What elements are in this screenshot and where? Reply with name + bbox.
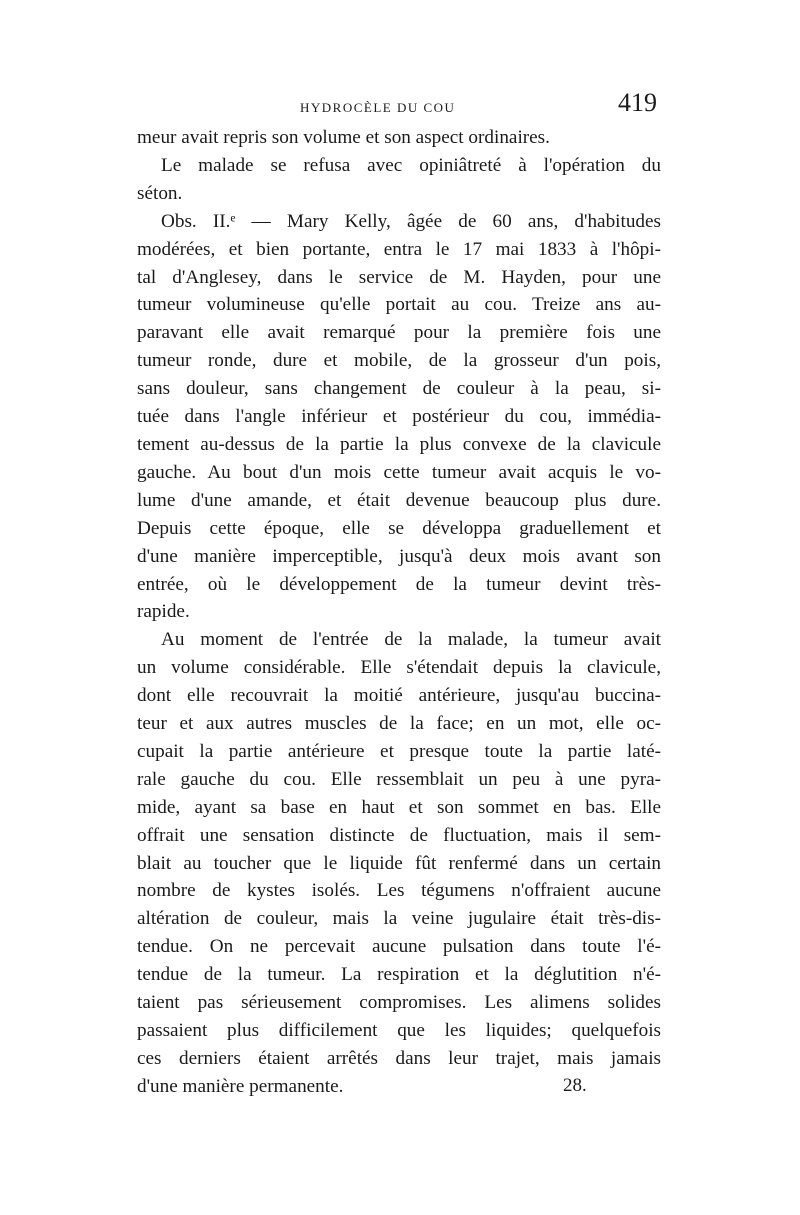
text-line: Le malade se refusa avec opiniâtreté à l'opération du (161, 154, 661, 176)
text-line: tumeur volumineuse qu'elle portait au cou. Treize ans au- (137, 294, 661, 316)
text-line: offrait une sensation distincte de fluctuation, mais il sem- (137, 824, 661, 846)
text-line: sans douleur, sans changement de couleur à la peau, si- (137, 378, 661, 400)
text-line: paravant elle avait remarqué pour la première fois une (137, 322, 661, 344)
text-line: d'une manière imperceptible, jusqu'à deux mois avant son (137, 545, 661, 567)
body-text (137, 124, 661, 1101)
text-line: ces derniers étaient arrêtés dans leur trajet, mais jamais (137, 1047, 661, 1069)
text-line: tumeur ronde, dure et mobile, de la grosseur d'un pois, (137, 350, 661, 372)
text-line: tendue. On ne percevait aucune pulsation dans toute l'é- (137, 936, 661, 958)
text-line: mide, ayant sa base en haut et son sommet en bas. Elle (137, 796, 661, 818)
text-line: dont elle recouvrait la moitié antérieure, jusqu'au buccina- (137, 685, 661, 707)
text-line: meur avait repris son volume et son aspect ordinaires. (137, 127, 550, 148)
text-line: un volume considérable. Elle s'étendait depuis la clavicule, (137, 657, 661, 679)
signature-mark: 28. (563, 1075, 587, 1096)
text-line: Au moment de l'entrée de la malade, la tumeur avait (161, 629, 661, 651)
text-line: cupait la partie antérieure et presque toute la partie laté- (137, 740, 661, 762)
text-line: séton. (137, 182, 183, 204)
text-line: Depuis cette époque, elle se développa graduellement et (137, 517, 661, 539)
text-line: rale gauche du cou. Elle ressemblait un peu à une pyra- (137, 768, 661, 790)
text-line: gauche. Au bout d'un mois cette tumeur avait acquis le vo- (137, 461, 661, 483)
text-line: modérées, et bien portante, entra le 17 mai 1833 à l'hôpi- (137, 238, 661, 260)
text-line: tendue de la tumeur. La respiration et la déglutition n'é- (137, 964, 661, 986)
text-line: tuée dans l'angle inférieur et postérieur du cou, immédia- (137, 406, 661, 428)
text-line: nombre de kystes isolés. Les tégumens n'offraient aucune (137, 880, 661, 902)
text-line: teur et aux autres muscles de la face; en un mot, elle oc- (137, 713, 661, 735)
text-line: tement au-dessus de la partie la plus convexe de la clavicule (137, 433, 661, 455)
text-line: tal d'Anglesey, dans le service de M. Hayden, pour une (137, 266, 661, 288)
text-line: altération de couleur, mais la veine jugulaire était très-dis- (137, 908, 661, 930)
text-line: entrée, où le développement de la tumeur devint très- (137, 573, 661, 595)
text-line: blait au toucher que le liquide fût renfermé dans un certain (137, 852, 661, 874)
text-line: Obs. II.ᵉ — Mary Kelly, âgée de 60 ans, d'habitudes (161, 210, 661, 232)
page-number: 419 (618, 88, 657, 117)
text-line: d'une manière permanente. (137, 1075, 344, 1097)
text-line: rapide. (137, 601, 190, 623)
text-line: passaient plus difficilement que les liquides; quelquefois (137, 1020, 661, 1041)
text-line: lume d'une amande, et était devenue beaucoup plus dure. (137, 489, 661, 511)
running-title: HYDROCÈLE DU COU (300, 100, 456, 115)
text-line: taient pas sérieusement compromises. Les alimens solides (137, 992, 661, 1014)
